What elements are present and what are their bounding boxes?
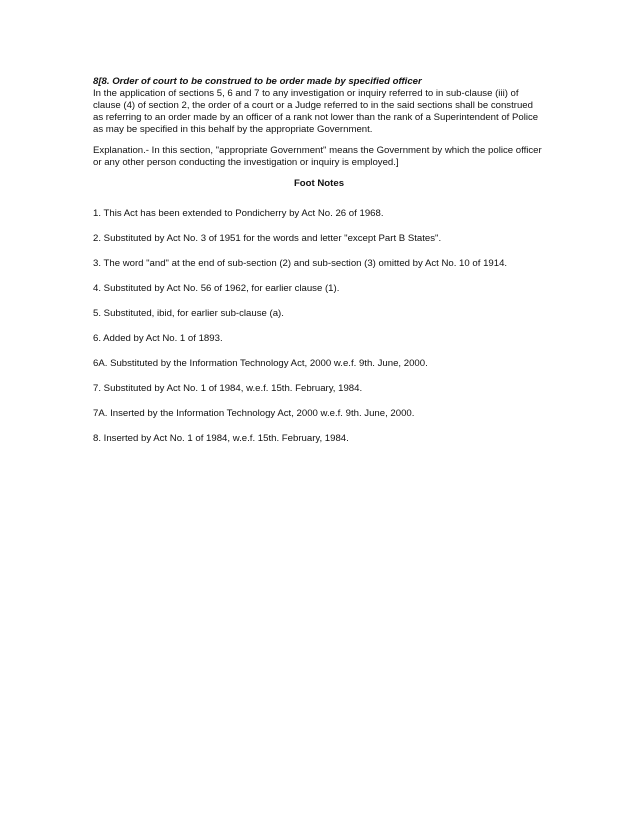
footnote-item: 2. Substituted by Act No. 3 of 1951 for the words and letter "except Part B States". (93, 233, 442, 244)
footnote-item: 5. Substituted, ibid, for earlier sub-clause (a). (93, 308, 284, 319)
footnote-item: 7. Substituted by Act No. 1 of 1984, w.e.f. 15th. February, 1984. (93, 383, 363, 394)
footnotes-list (93, 208, 545, 445)
footnote-item: 3. The word "and" at the end of sub-section (2) and sub-section (3) omitted by Act No. 10 of 1914. (93, 258, 508, 269)
footnote-item: 4. Substituted by Act No. 56 of 1962, for earlier clause (1). (93, 283, 340, 294)
section-explanation: Explanation.- In this section, "appropriate Government" means the Government by which the police officer or any other person conducting the investigation or inquiry is employed.] (93, 145, 542, 168)
footnote-item: 8. Inserted by Act No. 1 of 1984, w.e.f. 15th. February, 1984. (93, 433, 349, 444)
footnotes-title: Foot Notes (293, 178, 345, 189)
section-body: In the application of sections 5, 6 and 7 to any investigation or inquiry referred to in sub-clause (iii) of clause (4) of section 2, the order of a court or a Judge referred to in the said sections shall be construed as referring to an order made by an officer of a rank not lower than the rank of a Superintendent of Police as may be specified in this behalf by the appropriate Government. (93, 88, 539, 135)
document-page (93, 76, 545, 458)
footnote-item: 6. Added by Act No. 1 of 1893. (93, 333, 223, 344)
section-heading: 8[8. Order of court to be construed to be order made by specified officer (93, 76, 422, 87)
footnote-item: 1. This Act has been extended to Pondicherry by Act No. 26 of 1968. (93, 208, 384, 219)
footnote-item: 7A. Inserted by the Information Technology Act, 2000 w.e.f. 9th. June, 2000. (93, 408, 415, 419)
footnote-item: 6A. Substituted by the Information Technology Act, 2000 w.e.f. 9th. June, 2000. (93, 358, 428, 369)
